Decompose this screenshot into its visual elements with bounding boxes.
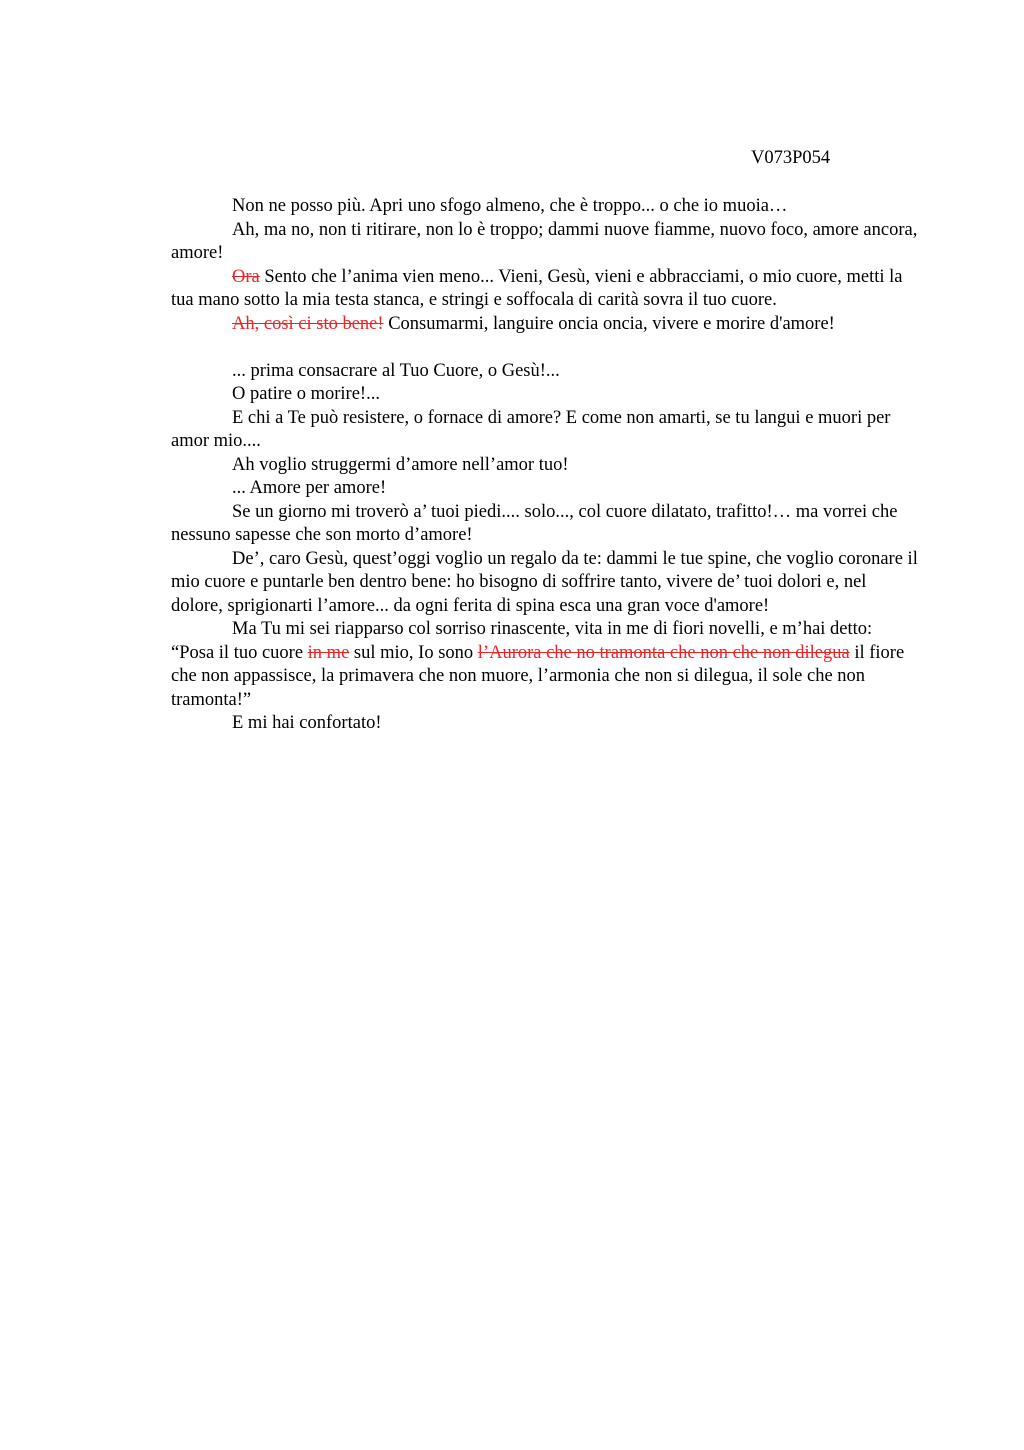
paragraph-spacer (171, 336, 919, 360)
text-run: Ah, ma no, non ti ritirare, non lo è troppo; dammi nuove fiamme, nuovo foco, amore ancora, amore! (171, 219, 918, 263)
body-text (171, 195, 919, 736)
text-run: Non ne posso più. Apri uno sfogo almeno, che è troppo... o che io muoia… (232, 196, 788, 216)
text-run: O patire o morire!... (232, 384, 380, 404)
paragraph (171, 266, 919, 313)
text-run: Ma Tu mi sei riapparso col sorriso rinascente, vita in me di fiori novelli, e m’hai detto: “Posa il tuo cuore (171, 619, 873, 663)
text-run: E mi hai confortato! (232, 713, 382, 733)
deleted-text: l’Aurora che no tramonta che non che non dilegua (477, 642, 850, 663)
text-run: De’, caro Gesù, quest’oggi voglio un regalo da te: dammi le tue spine, che voglio coronare il mio cuore e puntarle ben dentro bene: ho bisogno di soffrire tanto, vivere de’ tuoi dolori e, nel dolore, sprigionarti l’amore... da ogni ferita di spina esca una gran voce d'amore! (171, 548, 918, 616)
paragraph (171, 219, 919, 266)
paragraph (171, 501, 919, 548)
text-run: sul mio, Io sono (349, 642, 478, 663)
paragraph (171, 313, 919, 337)
text-run: il fiore che non appassisce, la primavera che non muore, l’armonia che non si dilegua, il sole che non tramonta!” (171, 642, 905, 710)
paragraph (171, 454, 919, 478)
paragraph (171, 548, 919, 619)
text-run: ... prima consacrare al Tuo Cuore, o Gesù!... (232, 360, 560, 381)
deleted-text: Ora (232, 266, 260, 287)
text-run: Sento che l’anima vien meno... Vieni, Gesù, vieni e abbracciami, o mio cuore, metti la tua mano sotto la mia testa stanca, e stringi e soffocala di carità sovra il tuo cuore. (171, 266, 903, 310)
text-run: ... Amore per amore! (232, 478, 387, 498)
paragraph (171, 383, 919, 407)
paragraph (171, 618, 919, 712)
paragraph (171, 360, 919, 384)
page-id: V073P054 (751, 148, 831, 168)
text-run: Consumarmi, languire oncia oncia, vivere e morire d'amore! (383, 313, 835, 334)
text-run: E chi a Te può resistere, o fornace di amore? E come non amarti, se tu langui e muori per amor mio.... (171, 407, 891, 451)
paragraph (171, 477, 919, 501)
text-run: Se un giorno mi troverò a’ tuoi piedi.... solo..., col cuore dilatato, trafitto!… ma vorrei che nessuno sapesse che son morto d’amore! (171, 501, 898, 545)
paragraph (171, 712, 919, 736)
deleted-text: Ah, così ci sto bene! (232, 313, 384, 334)
text-run: Ah voglio struggermi d’amore nell’amor tuo! (232, 454, 569, 475)
paragraph (171, 407, 919, 454)
paragraph (171, 195, 919, 219)
deleted-text: in me (307, 642, 350, 663)
